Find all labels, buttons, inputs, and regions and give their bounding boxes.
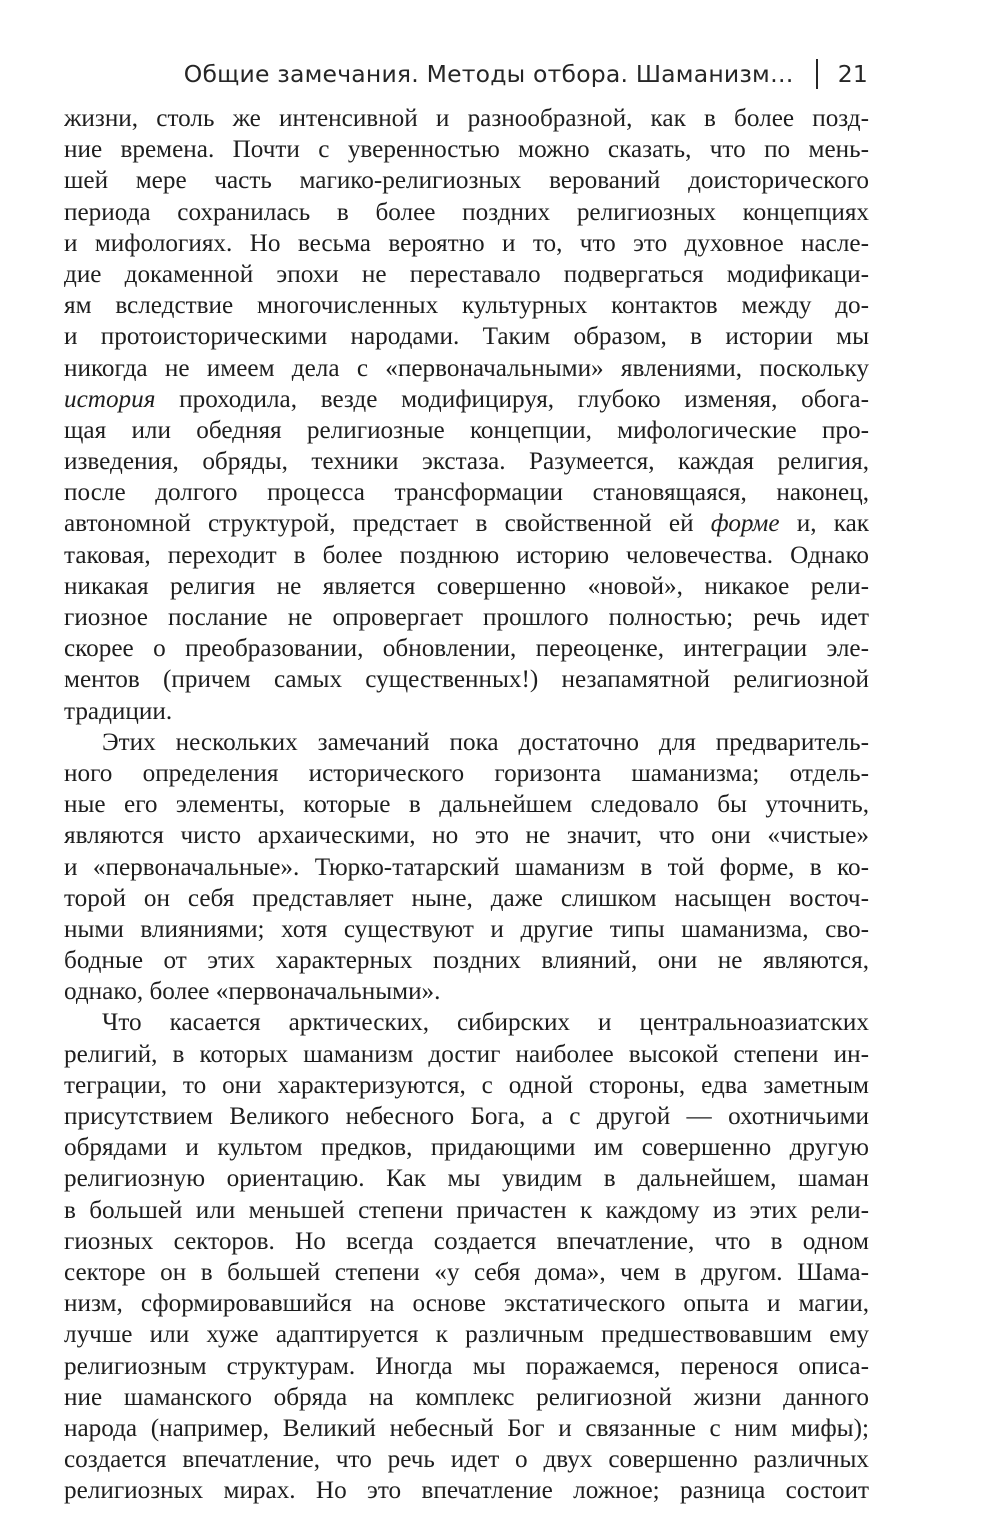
text-segment: проходила, везде модифицируя, глубоко изменяя, обога- [155,385,869,413]
text-segment: щая или обедняя религиозные концепции, мифологические про- [64,416,869,444]
text-line [64,1132,869,1163]
text-line [64,789,869,820]
text-segment: гиозных секторов. Но всегда создается впечатление, что в одном [64,1227,869,1255]
text-line [64,197,869,228]
text-line [64,103,869,134]
text-segment: в большей или меньшей степени причастен к каждому из этих рели- [64,1196,869,1224]
text-segment: шей мере часть магико-религиозных верований доисторического [64,167,869,195]
text-line [64,228,869,259]
text-line [64,602,869,633]
text-segment: жизни, столь же интенсивной и разнообразной, как в более позд- [64,105,869,132]
text-line [64,259,869,290]
text-line [64,914,869,945]
text-segment: создается впечатление, что речь идет о двух совершенно различных [64,1446,869,1474]
text-segment: ментов (причем самых существенных!) незапамятной религиозной [64,666,869,694]
text-line [64,883,869,914]
running-header [184,54,868,94]
text-segment: традиции. [64,697,173,725]
text-line [64,976,869,1007]
text-segment: скорее о преобразовании, обновлении, переоценке, интеграции эле- [64,635,869,663]
header-divider [816,59,818,89]
italic-term: история [64,385,156,413]
text-line [64,1319,869,1350]
text-line [64,290,869,321]
text-segment: религиозную ориентацию. Как мы увидим в дальнейшем, шаман [64,1165,869,1193]
text-segment: бодные от этих характерных поздних влияний, они не являются, [64,947,869,975]
text-segment: Что касается арктических, сибирских и центральноазиатских [102,1009,869,1037]
text-segment: однако, более «первоначальными». [64,978,441,1006]
text-segment: изведения, обряды, техники экстаза. Разумеется, каждая религия, [64,448,869,476]
text-segment: ние времена. Почти с уверенностью можно сказать, что по мень- [64,136,869,164]
text-segment: обрядами и культом предков, придающими им совершенно другую [64,1134,869,1162]
text-segment: низм, сформировавшийся на основе экстатического опыта и магии, [64,1290,869,1318]
text-segment: религий, в которых шаманизм достиг наиболее высокой степени ин- [64,1040,869,1068]
running-header-title: Общие замечания. Методы отбора. Шаманизм… [183,60,794,88]
text-line [64,1101,869,1132]
text-line [64,1475,869,1506]
text-segment: торой он себя представляет ныне, даже слишком насыщен восточ- [64,884,869,912]
text-segment: после долгого процесса трансформации становящаяся, наконец, [64,479,869,507]
text-segment: ного определения исторического горизонта шаманизма; отдель- [64,759,869,787]
paragraph [64,727,869,1008]
text-line [64,165,869,196]
text-segment: автономной структурой, предстает в свойственной ей [64,510,711,538]
text-line [64,477,869,508]
page-number: 21 [837,60,868,88]
text-line [64,1382,869,1413]
text-line [64,384,869,415]
text-segment: присутствием Великого небесного Бога, а с другой — охотничьими [64,1103,869,1130]
text-segment: гиозное послание не опровергает прошлого полностью; речь идет [64,604,869,631]
text-line [64,415,869,446]
text-line [64,1163,869,1194]
text-line [64,1257,869,1288]
text-line [64,540,869,571]
text-segment: периода сохранилась в более поздних религиозных концепциях [64,198,869,226]
text-line [64,664,869,695]
text-segment: и «первоначальные». Тюрко-татарский шаманизм в той форме, в ко- [64,853,869,881]
text-segment: никогда не имеем дела с «первоначальными» явлениями, поскольку [64,354,869,382]
text-line [64,1226,869,1257]
text-line [64,1351,869,1382]
text-segment: ными влияниями; хотя существуют и другие типы шаманизма, сво- [64,915,869,943]
text-line [64,696,869,727]
text-line [64,1039,869,1070]
body-text [64,103,869,1506]
text-line [64,321,869,352]
text-segment: секторе он в большей степени «у себя дома», чем в другом. Шама- [64,1258,869,1286]
paragraph [64,1007,869,1506]
text-line [64,1070,869,1101]
text-segment: теграции, то они характеризуются, с одной стороны, едва заметным [64,1071,869,1099]
text-line [64,446,869,477]
text-segment: таковая, переходит в более позднюю историю человечества. Однако [64,541,869,569]
text-line [64,1413,869,1444]
text-segment: народа (например, Великий небесный Бог и связанные с ним мифы); [64,1414,869,1442]
text-line [64,1007,869,1038]
text-line [64,852,869,883]
text-segment: лучше или хуже адаптируется к различным предшествовавшим ему [64,1321,869,1349]
text-line [64,758,869,789]
text-segment: религиозных мирах. Но это впечатление ложное; разница состоит [64,1477,869,1505]
text-segment: ям вследствие многочисленных культурных контактов между до- [64,292,869,320]
text-line [64,1444,869,1475]
text-line [64,1195,869,1226]
text-line [64,508,869,539]
text-line [64,727,869,758]
text-line [64,1288,869,1319]
text-segment: никакая религия не является совершенно «новой», никакое рели- [64,572,869,600]
text-segment: Этих нескольких замечаний пока достаточно для предваритель- [102,728,869,756]
text-segment: и мифологиях. Но весьма вероятно и то, что это духовное насле- [64,229,869,257]
text-segment: ные его элементы, которые в дальнейшем следовало бы уточнить, [64,791,869,819]
text-line [64,820,869,851]
text-line [64,571,869,602]
text-segment: и, как [779,510,869,538]
italic-term: форме [710,510,780,538]
paragraph [64,103,869,727]
text-line [64,945,869,976]
text-line [64,134,869,165]
text-segment: ние шаманского обряда на комплекс религиозной жизни данного [64,1383,869,1411]
text-segment: дие докаменной эпохи не переставало подвергаться модификаци- [64,260,869,288]
text-segment: и протоисторическими народами. Таким образом, в истории мы [64,323,869,351]
text-line [64,633,869,664]
text-line [64,353,869,384]
text-segment: являются чисто архаическими, но это не значит, что они «чистые» [64,822,869,850]
text-segment: религиозным структурам. Иногда мы поражаемся, перенося описа- [64,1352,869,1380]
